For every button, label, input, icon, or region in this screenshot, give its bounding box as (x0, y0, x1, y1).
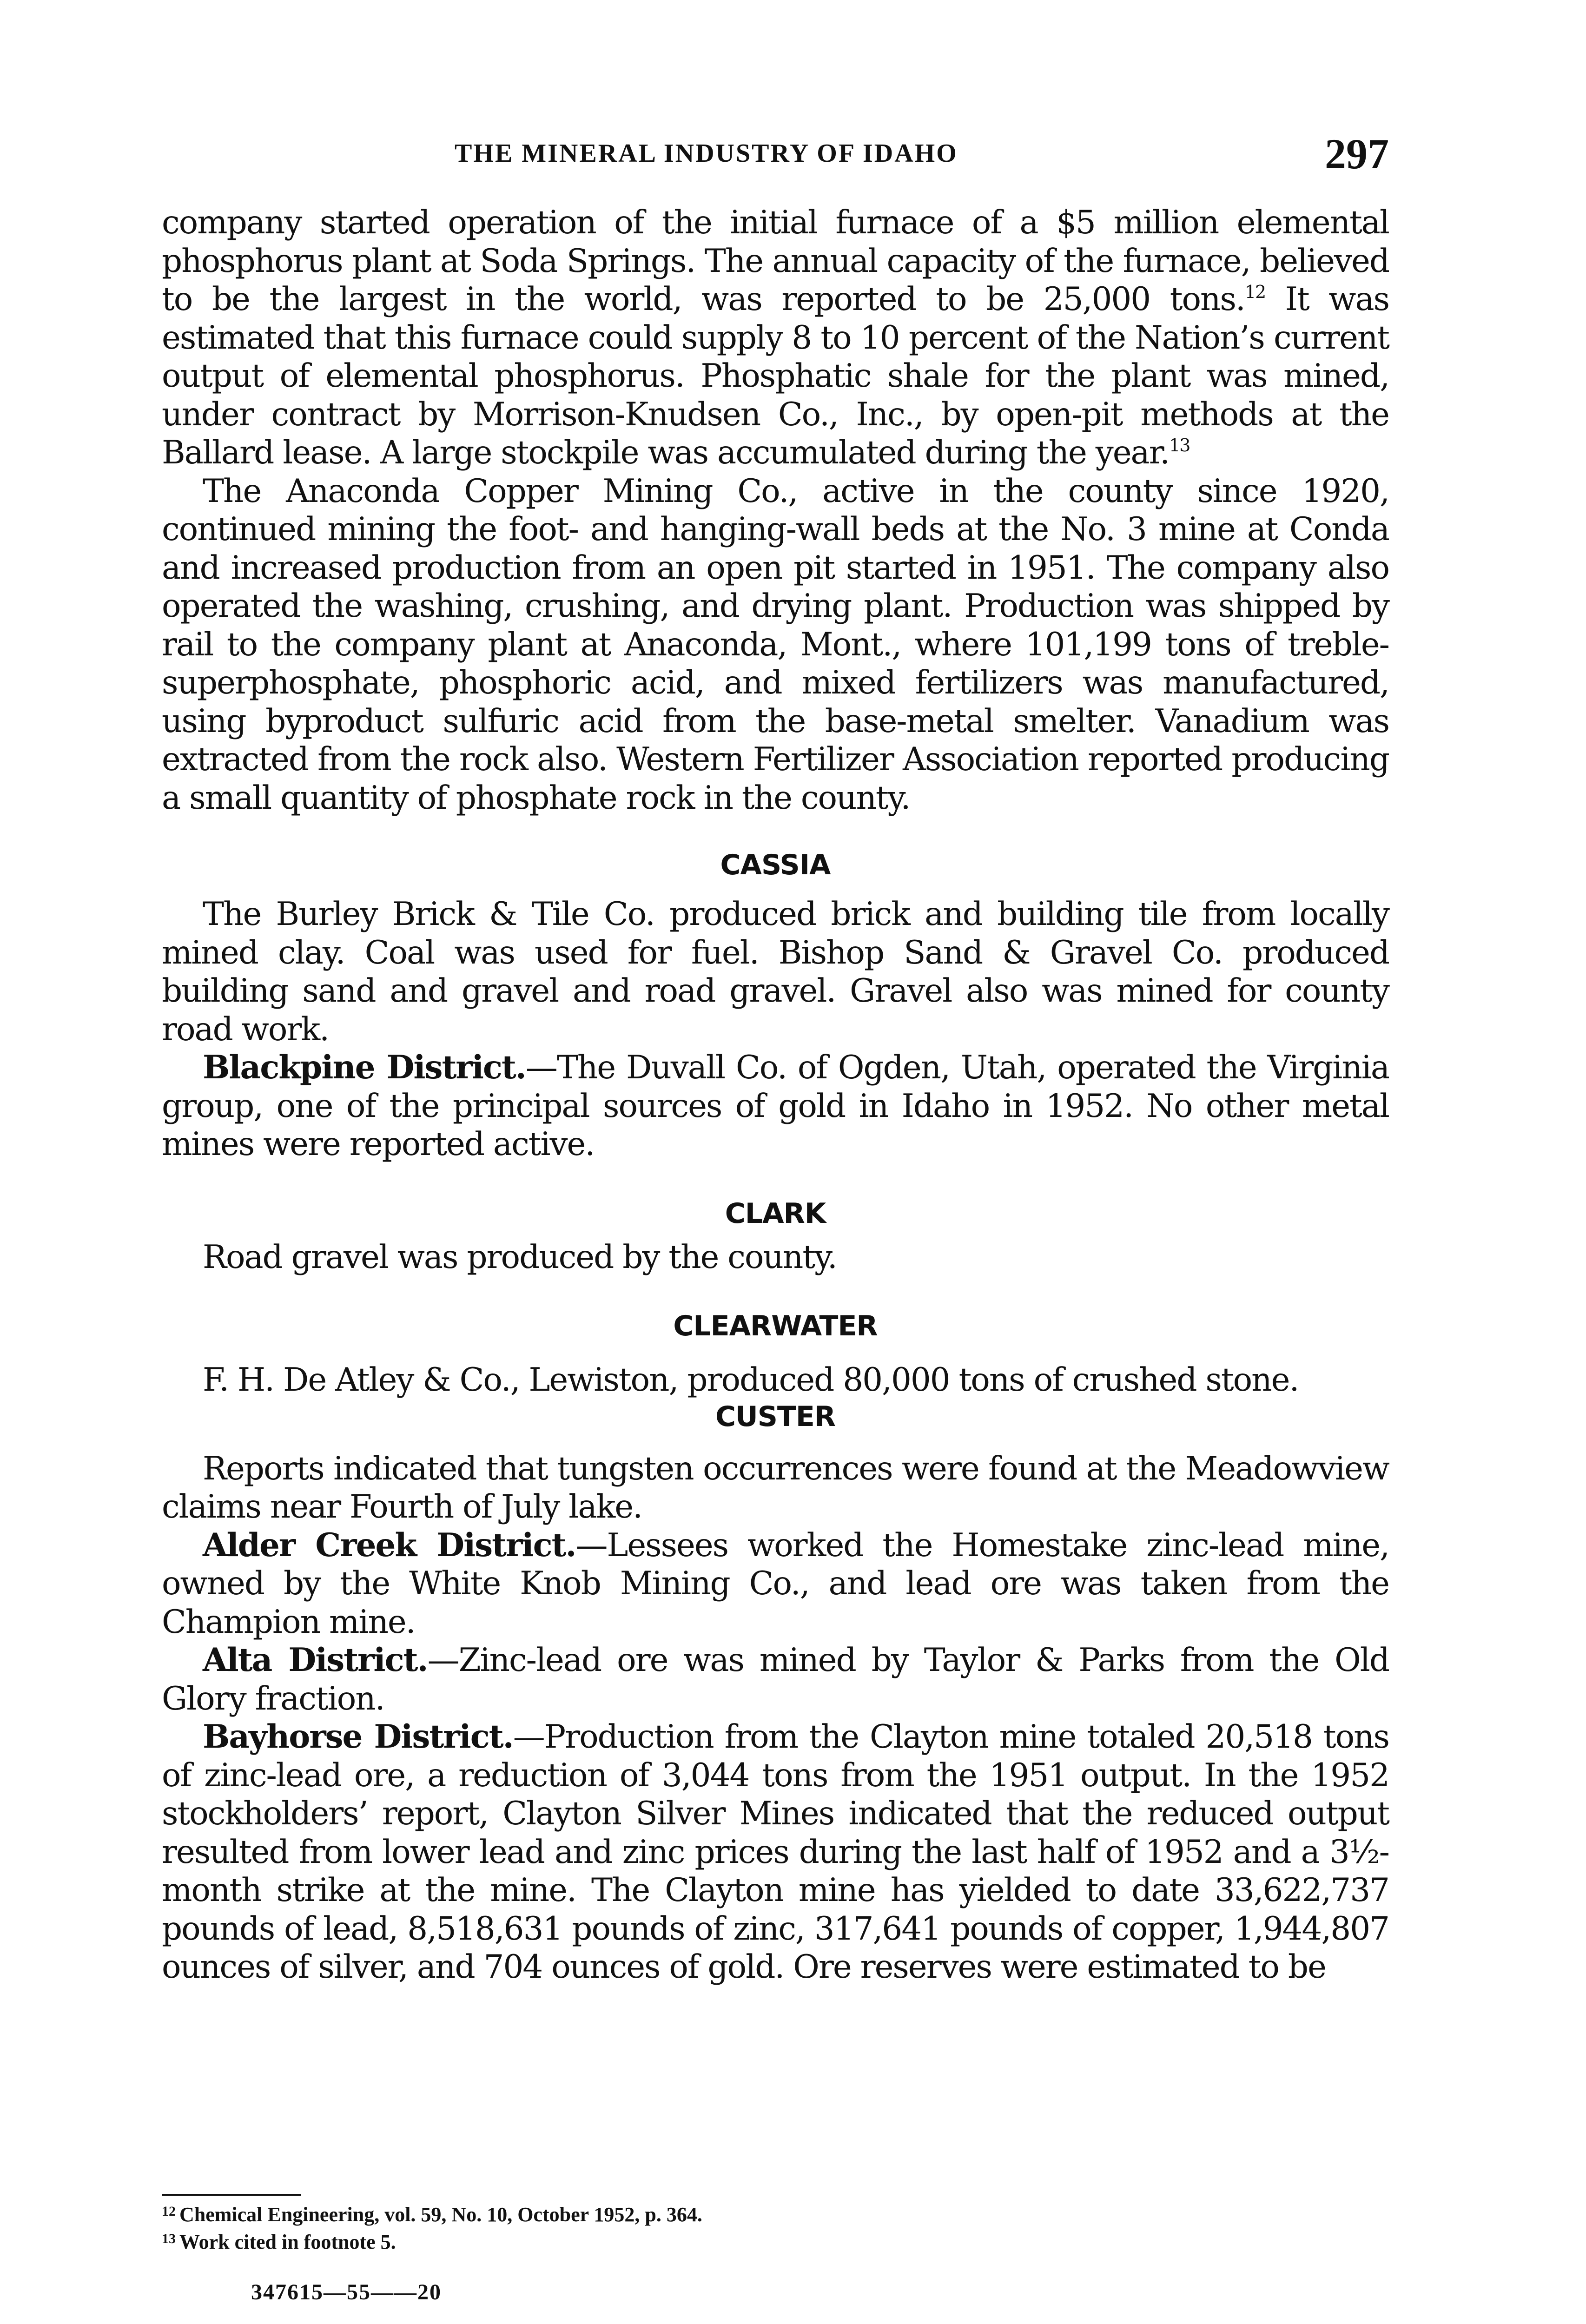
paragraph-bayhorse-district (162, 1718, 1389, 1987)
footnote-13 (162, 2227, 1389, 2254)
footnote-mark: 13 (162, 2231, 176, 2246)
body-text (162, 204, 1389, 1987)
section-heading-custer: CUSTER (715, 1400, 836, 1433)
paragraph-alta-district (162, 1641, 1389, 1718)
paragraph-text: —Lessees worked the Homestake zinc-lead mine, owned by the White Knob Mining Co., and lead ore was taken from the Champion mine. (162, 1526, 1389, 1641)
paragraph-text: —Production from the Clayton mine totaled 20,518 tons of zinc-lead ore, a reduction of 3,044 tons from the 1951 output. In the 1952 stockholders’ report, Clayton Silver Mines indicated that the reduced output resulted from lower lead and zinc prices during the last half of 1952 and a 3½-month strike at the mine. The Clayton mine has yielded to date 33,622,737 pounds of lead, 8,518,631 pounds of zinc, 317,641 pounds of copper, 1,944,807 ounces of silver, and 704 ounces of gold. Ore reserves were estimated to be (162, 1718, 1389, 1986)
footnote-12 (162, 2199, 1389, 2227)
district-label: Alder Creek District. (203, 1526, 576, 1564)
print-code: 347615—55——20 (251, 2280, 442, 2304)
paragraph-cassia-brick: The Burley Brick & Tile Co. produced brick and building tile from locally mined clay. Coal was used for fuel. Bishop Sand & Gravel Co. produced building sand and gravel and road gravel. Gravel also was mined for county road work. (162, 896, 1389, 1048)
footnote-reference: 13 (1169, 435, 1190, 456)
footnote-mark: 12 (162, 2204, 176, 2219)
paragraph-alder-creek-district (162, 1526, 1389, 1642)
paragraph-text: —Zinc-lead ore was mined by Taylor & Parks from the Old Glory fraction. (162, 1642, 1389, 1717)
footnote-reference: 12 (1244, 282, 1266, 302)
running-title: THE MINERAL INDUSTRY OF IDAHO (455, 139, 958, 168)
running-head (162, 129, 1389, 180)
footnotes (162, 2199, 1389, 2254)
paragraph-blackpine-district (162, 1049, 1389, 1164)
district-label: Alta District. (203, 1641, 428, 1679)
section-heading-clearwater: CLEARWATER (673, 1310, 878, 1342)
footnote-text: Work cited in footnote 5. (179, 2231, 396, 2253)
paragraph-custer-tungsten: Reports indicated that tungsten occurrences were found at the Meadowview claims near Fourth of July lake. (162, 1450, 1389, 1525)
paragraph-anaconda: The Anaconda Copper Mining Co., active in the county since 1920, continued mining the foot- and hanging-wall beds at the No. 3 mine at Conda and increased production from an open pit started in 1951. The company also operated the washing, crushing, and drying plant. Production was shipped by rail to the company plant at Anaconda, Mont., where 101,199 tons of treble-superphosphate, phosphoric acid, and mixed fertilizers was manufactured, using byproduct sulfuric acid from the base-metal smelter. Vanadium was extracted from the rock also. Western Fertilizer Association reported producing a small quantity of phosphate rock in the county. (162, 472, 1389, 817)
page-number: 297 (1325, 130, 1389, 178)
paragraph-text: company started operation of the initial furnace of a $5 million elemental phosphorus plant at Soda Springs. The annual capacity of the furnace, believed to be the largest in the world, was reported to be 25,000 tons. (162, 204, 1389, 318)
paragraph-text: —The Duvall Co. of Ogden, Utah, operated the Virginia group, one of the principal sources of gold in Idaho in 1952. No other metal mines were reported active. (162, 1049, 1389, 1163)
paragraph-soda-springs-plant (162, 204, 1389, 472)
district-label: Bayhorse District. (203, 1718, 513, 1756)
district-label: Blackpine District. (203, 1049, 526, 1086)
paragraph-clark: Road gravel was produced by the county. (203, 1238, 837, 1276)
paragraph-clearwater: F. H. De Atley & Co., Lewiston, produced 80,000 tons of crushed stone. (203, 1361, 1299, 1399)
section-heading-cassia: CASSIA (720, 849, 831, 881)
section-heading-clark: CLARK (725, 1197, 826, 1230)
paragraph-text: It was estimated that this furnace could supply 8 to 10 percent of the Nation’s current output of elemental phosphorus. Phosphatic shale for the plant was mined, under contract by Morrison-Knudsen Co., Inc., by open-pit methods at the Ballard lease. A large stockpile was accumulated during the year. (162, 281, 1389, 471)
footnote-divider (162, 2194, 301, 2196)
footnote-text: Chemical Engineering, vol. 59, No. 10, October 1952, p. 364. (179, 2203, 702, 2226)
